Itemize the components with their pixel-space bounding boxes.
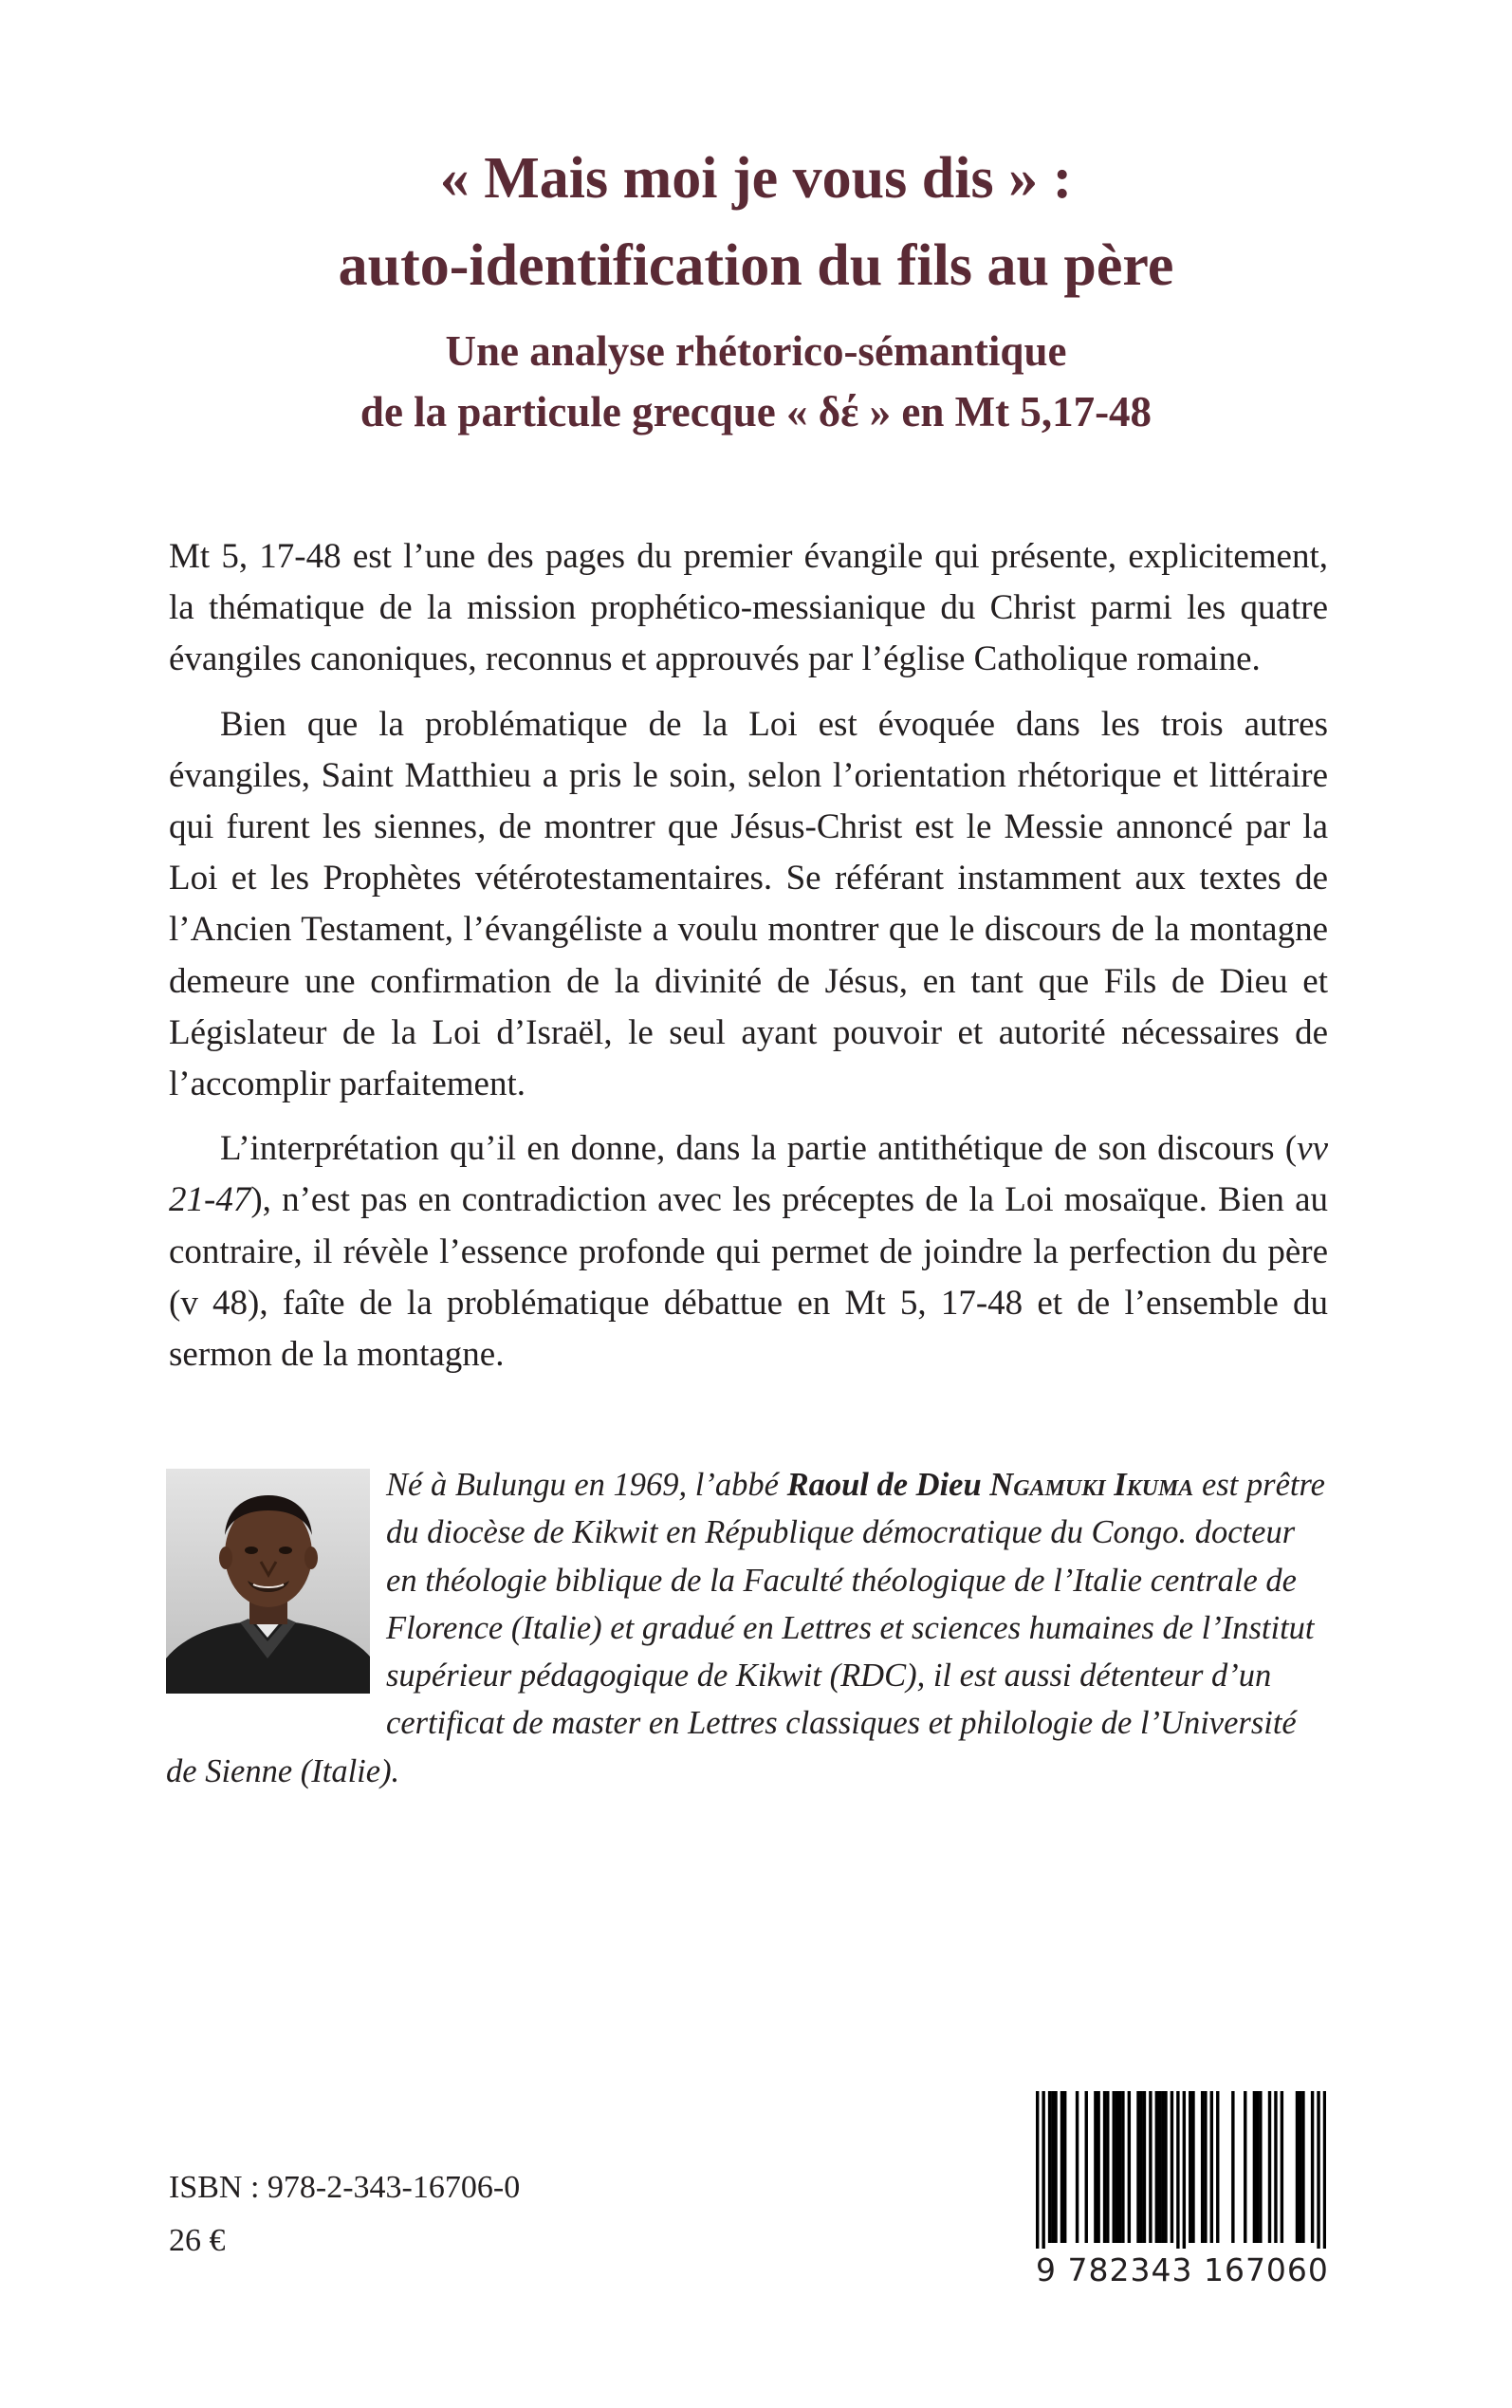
- paragraph-3: [169, 1123, 1328, 1380]
- paragraph-3-verses: vv 21-47: [169, 1129, 1328, 1220]
- barcode-bar: [1158, 2091, 1161, 2243]
- barcode-bar: [1042, 2091, 1044, 2251]
- bio-text: est prêtre du diocèse de Kikwit en République démocratique du Congo. docteur en théologie biblique de la Faculté théologique de l’Italie centrale de Florence (Italie) et gradué en Lettres et sciences humaines de l’Institut supérieur pédagogique de Kikwit (RDC), il est aussi détenteur d’un certificat de master en Lettres classiques et philologie de l’Université de Sienne (Italie).: [166, 1467, 1325, 1789]
- barcode-bar: [1171, 2091, 1173, 2243]
- paragraph-3-part-1: L’interprétation qu’il en donne, dans la partie antithétique de son discours (: [220, 1129, 1298, 1169]
- photo-spacer: [166, 1461, 386, 1703]
- barcode-bar: [1256, 2091, 1259, 2243]
- author-name: [787, 1467, 1194, 1503]
- barcode-bar: [1106, 2091, 1109, 2243]
- barcode-bar: [1183, 2091, 1186, 2251]
- barcode-bar: [1164, 2091, 1167, 2243]
- barcode-bar: [1301, 2091, 1304, 2243]
- price: 26 €: [169, 2223, 226, 2258]
- author-bio: [166, 1461, 1325, 1795]
- barcode-bar: [1317, 2091, 1319, 2251]
- barcode-bar: [1189, 2091, 1191, 2243]
- barcode-bar: [1048, 2091, 1051, 2243]
- barcode-bar: [1113, 2091, 1116, 2243]
- paragraph-3-part-2: ), n’est pas en contradiction avec les préceptes de la Loi mosaïque. Bien au contraire, il révèle l’essence profonde qui permet de joindre la perfection du père (v 48), faîte de la problématique débattue en Mt 5, 17-48 et de l’ensemble du sermon de la montagne.: [169, 1180, 1328, 1375]
- barcode-bar: [1060, 2091, 1063, 2243]
- barcode-digits: 9 782343 167060: [1036, 2249, 1326, 2292]
- barcode-bar: [1054, 2091, 1057, 2243]
- barcode-bar: [1036, 2091, 1039, 2251]
- barcode-bar: [1116, 2091, 1118, 2243]
- paragraph-1: Mt 5, 17-48 est l’une des pages du premier évangile qui présente, explicitement, la thématique de la mission prophético-messianique du Christ parmi les quatre évangiles canoniques, reconnus et approuvés par l’église Catholique romaine.: [169, 537, 1328, 679]
- title-line-1: « Mais moi je vous dis » :: [439, 146, 1073, 211]
- barcode-bar: [1085, 2091, 1088, 2243]
- barcode-bar: [1121, 2091, 1124, 2243]
- barcode-bar: [1323, 2091, 1326, 2251]
- barcode-bar: [1201, 2091, 1204, 2243]
- author-given-name: Raoul de Dieu: [786, 1467, 990, 1503]
- isbn: ISBN : 978-2-343-16706-0: [169, 2170, 521, 2205]
- barcode-bar: [1231, 2091, 1234, 2243]
- barcode-bar: [1140, 2091, 1143, 2243]
- barcode-bar: [1296, 2091, 1299, 2243]
- barcode: [1036, 2091, 1329, 2302]
- author-family-name: Ngamuki Ikuma: [989, 1467, 1194, 1503]
- barcode-bar: [1155, 2091, 1158, 2243]
- barcode-bar: [1311, 2091, 1314, 2243]
- barcode-bar: [1268, 2091, 1271, 2243]
- barcode-bar: [1136, 2091, 1139, 2243]
- barcode-bar: [1299, 2091, 1301, 2243]
- barcode-bar: [1063, 2091, 1066, 2243]
- paragraph-2: Bien que la problématique de la Loi est évoquée dans les trois autres évangiles, Saint Matthieu a pris le soin, selon l’orientation rhétorique et littéraire qui furent les siennes, de montrer que Jésus-Christ est le Messie annoncé par la Loi et les Prophètes vétérotestamentaires. Se référant instamment aux textes de l’Ancien Testament, l’évangéliste a voulu montrer que le discours de la montagne demeure une confirmation de la divinité de Jésus, en tant que Fils de Dieu et Législateur de la Loi d’Israël, le seul ayant pouvoir et autorité nécessaires de l’accomplir parfaitement.: [169, 704, 1328, 1104]
- barcode-bar: [1210, 2091, 1213, 2243]
- barcode-bar: [1161, 2091, 1164, 2243]
- back-cover-text: [169, 531, 1328, 1380]
- barcode-bar: [1128, 2091, 1131, 2243]
- barcode-bar: [1216, 2091, 1219, 2243]
- barcode-bar: [1244, 2091, 1246, 2243]
- barcode-bar: [1176, 2091, 1179, 2251]
- barcode-bar: [1051, 2091, 1054, 2243]
- barcode-bar: [1274, 2091, 1277, 2243]
- barcode-bar: [1253, 2091, 1256, 2243]
- barcode-bar: [1281, 2091, 1283, 2243]
- barcode-bars: [1036, 2091, 1326, 2251]
- barcode-bar: [1118, 2091, 1121, 2243]
- barcode-bar: [1076, 2091, 1079, 2243]
- barcode-bar: [1094, 2091, 1097, 2243]
- barcode-bar: [1149, 2091, 1152, 2243]
- subtitle-line-2: de la particule grecque « δέ » en Mt 5,17-48: [360, 388, 1152, 435]
- title-line-2: auto-identification du fils au père: [338, 233, 1174, 298]
- barcode-bar: [1103, 2091, 1106, 2243]
- bio-intro: Né à Bulungu en 1969, l’abbé: [386, 1467, 787, 1503]
- subtitle-line-1: Une analyse rhétorico-sémantique: [445, 327, 1067, 375]
- barcode-bar: [1097, 2091, 1099, 2243]
- barcode-bar: [1259, 2091, 1262, 2243]
- barcode-bar: [1204, 2091, 1207, 2243]
- barcode-bar: [1143, 2091, 1146, 2243]
- barcode-bar: [1191, 2091, 1194, 2243]
